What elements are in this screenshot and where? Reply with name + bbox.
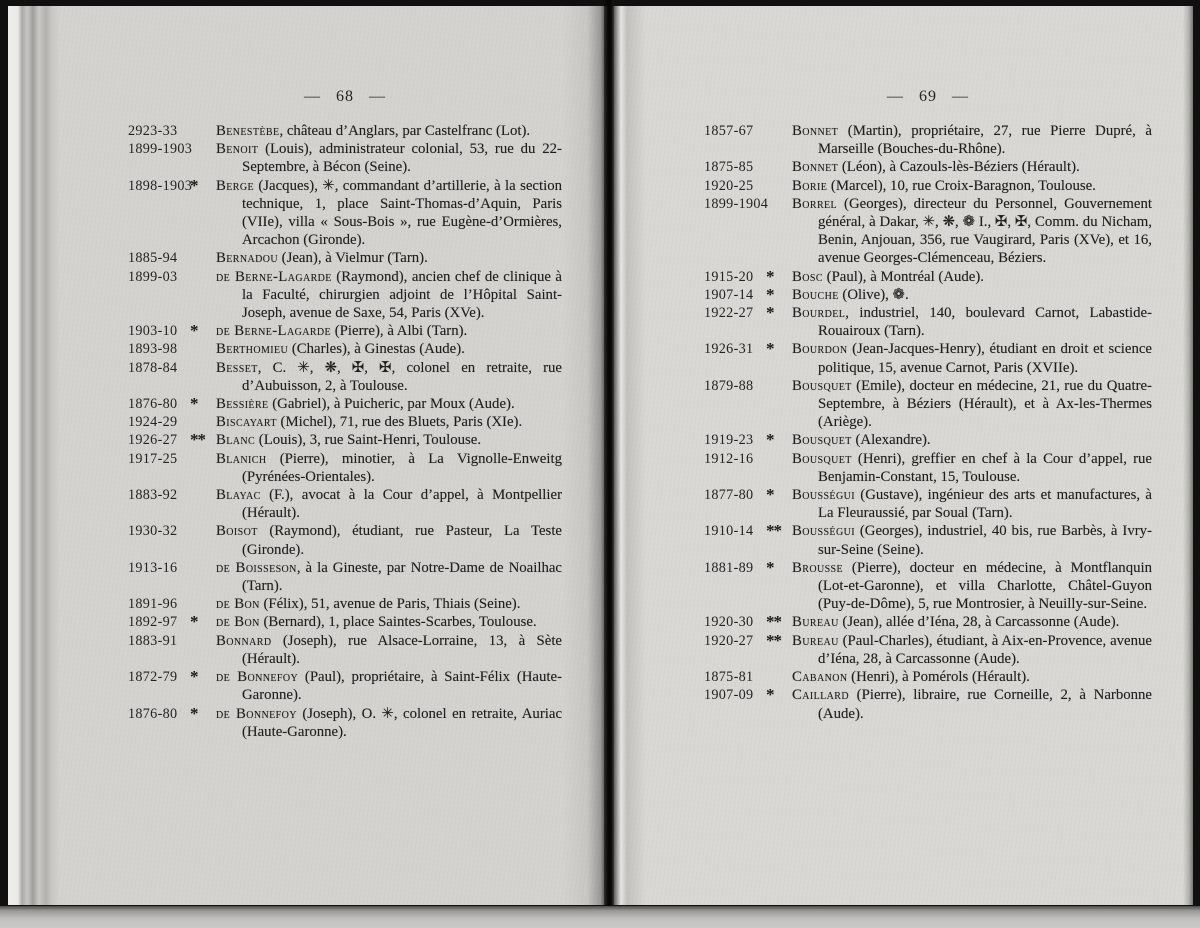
directory-entry: [128, 122, 562, 140]
entry-membership-mark: **: [766, 630, 781, 650]
entry-membership-mark: *: [766, 557, 774, 577]
entry-rest-text: (Henri), greffier en chef à la Cour d’appel, rue Benjamin-Constant, 15, Toulouse.: [818, 450, 1152, 485]
entry-details: [216, 340, 562, 358]
directory-entry: [704, 122, 1152, 158]
entry-rest-text: , à la Gineste, par Notre-Dame de Noailhac (Tarn).: [242, 559, 562, 595]
entry-years: 1885-94: [128, 250, 178, 267]
directory-entry: [704, 668, 1152, 686]
entry-surname: Bernadou: [216, 250, 278, 267]
entry-surname: de Bon: [216, 596, 260, 613]
entry-rest-text: (Pierre), à Albi (Tarn).: [331, 323, 468, 340]
entry-years: 1881-89: [704, 559, 754, 576]
entry-years: 1893-98: [128, 341, 178, 358]
directory-entry: [128, 613, 562, 631]
entry-years: 1919-23: [704, 432, 754, 449]
directory-entry: [704, 686, 1152, 722]
directory-entry: [128, 450, 562, 486]
entry-details: [792, 668, 1152, 686]
entry-surname: Bouche: [792, 286, 839, 303]
entry-details: [216, 249, 562, 267]
entry-membership-mark: *: [766, 685, 774, 705]
entry-rest-text: (Paul), propriétaire, à Saint-Félix (Haute-Garonne).: [242, 669, 562, 704]
page-69: [612, 6, 1193, 905]
directory-entry: [128, 522, 562, 558]
entry-surname: Bousquet: [792, 450, 852, 467]
directory-entries: [128, 122, 562, 741]
entry-surname: Bonnard: [216, 632, 272, 649]
entry-membership-mark: **: [190, 430, 205, 450]
entry-rest-text: (Jean-Jacques-Henry), étudiant en droit et science politique, 15, avenue Carnot, Paris (XVIIe).: [818, 341, 1152, 376]
entry-details: [792, 158, 1152, 176]
directory-entry: [704, 268, 1152, 286]
entry-membership-mark: *: [766, 430, 774, 450]
entry-rest-text: , C. ✳, ❋, ✠, ✠, colonel en retraite, rue d’Aubuisson, 2, à Toulouse.: [242, 359, 562, 394]
entry-surname: Blanc: [216, 432, 256, 449]
entry-years: 1899-1903: [128, 141, 193, 158]
directory-entries: [704, 122, 1152, 723]
directory-entry: [704, 486, 1152, 522]
entry-surname: Bousségui: [792, 523, 855, 540]
entry-years: 1878-84: [128, 359, 178, 376]
entry-details: [792, 195, 1152, 268]
entry-surname: Blanich: [216, 450, 267, 467]
entry-surname: Benoit: [216, 141, 259, 158]
entry-details: [216, 705, 562, 741]
entry-rest-text: (Pierre), docteur en médecine, à Montflanquin (Lot-et-Garonne), et villa Charlotte, Châtel-Guyon (Puy-de-Dôme), 5, rue Montrosier, à Neuilly-sur-Seine.: [818, 559, 1152, 613]
directory-entry: [704, 613, 1152, 631]
entry-years: 1915-20: [704, 268, 754, 285]
entry-years: 1926-27: [128, 432, 178, 449]
entry-surname: Besset: [216, 359, 258, 376]
entry-membership-mark: *: [190, 321, 198, 341]
entry-rest-text: (Paul-Charles), étudiant, à Aix-en-Provence, avenue d’Iéna, 28, à Carcassonne (Aude).: [818, 632, 1152, 667]
entry-details: [792, 632, 1152, 668]
entry-surname: Bessière: [216, 396, 269, 413]
entry-details: [216, 431, 562, 449]
entry-details: [792, 377, 1152, 432]
directory-entry: [128, 322, 562, 340]
entry-membership-mark: *: [190, 394, 198, 414]
entry-years: 1930-32: [128, 523, 178, 540]
directory-entry: [128, 395, 562, 413]
directory-entry: [128, 559, 562, 595]
entry-surname: Borie: [792, 177, 828, 194]
entry-details: [216, 613, 562, 631]
entry-rest-text: (Olive), ❁.: [838, 286, 909, 303]
directory-entry: [128, 340, 562, 358]
entry-surname: Bureau: [792, 614, 839, 631]
entry-years: 1879-88: [704, 377, 754, 394]
entry-years: 1907-09: [704, 687, 754, 704]
directory-entry: [704, 559, 1152, 614]
entry-surname: Bourdon: [792, 341, 848, 358]
entry-membership-mark: **: [766, 612, 781, 632]
entry-rest-text: (Martin), propriétaire, 27, rue Pierre Dupré, à Marseille (Bouches-du-Rhône).: [818, 123, 1152, 158]
entry-years: 1892-97: [128, 614, 178, 631]
entry-details: [216, 450, 562, 486]
directory-entry: [128, 140, 562, 176]
entry-surname: Boisot: [216, 523, 258, 540]
directory-entry: [704, 340, 1152, 376]
entry-rest-text: (Georges), industriel, 40 bis, rue Barbès, à Ivry-sur-Seine (Seine).: [818, 523, 1152, 558]
entry-membership-mark: *: [190, 703, 198, 723]
directory-entry: [128, 595, 562, 613]
entry-rest-text: (Raymond), ancien chef de clinique à la Faculté, chirurgien adjoint de l’Hôpital Saint-Joseph, avenue de Saxe, 54, Paris (XVe).: [242, 268, 562, 322]
entry-surname: Bonnet: [792, 123, 839, 139]
entry-rest-text: (Paul), à Montréal (Aude).: [822, 268, 985, 285]
entry-years: 1907-14: [704, 286, 754, 303]
entry-rest-text: (Louis), administrateur colonial, 53, rue du 22-Septembre, à Bécon (Seine).: [242, 141, 562, 176]
entry-details: [216, 122, 562, 140]
entry-years: 1898-1903: [128, 177, 193, 194]
entry-rest-text: (Charles), à Ginestas (Aude).: [288, 341, 465, 358]
entry-surname: Berge: [216, 177, 254, 194]
page-69-content: [704, 6, 1152, 905]
entry-details: [216, 559, 562, 595]
entry-years: 1913-16: [128, 559, 178, 576]
entry-details: [216, 668, 562, 704]
table-surface: [0, 906, 1200, 928]
entry-rest-text: , industriel, 140, boulevard Carnot, Labastide-Rouairoux (Tarn).: [818, 305, 1152, 340]
directory-entry: [704, 286, 1152, 304]
entry-years: 1883-92: [128, 487, 178, 504]
entry-rest-text: (Raymond), étudiant, rue Pasteur, La Teste (Gironde).: [242, 523, 562, 558]
entry-details: [792, 286, 1152, 304]
entry-membership-mark: *: [190, 667, 198, 687]
entry-details: [216, 595, 562, 613]
entry-years: 1926-31: [704, 341, 754, 358]
entry-details: [216, 177, 562, 250]
entry-years: 1875-81: [704, 669, 754, 686]
entry-details: [792, 340, 1152, 376]
entry-rest-text: (Jacques), ✳, commandant d’artillerie, à la section technique, 1, place Saint-Thomas-d’Aquin, Paris (VIIe), villa « Sous-Bois », rue Eugène-d’Ormières, Arcachon (Gironde).: [242, 177, 562, 249]
directory-entry: [128, 413, 562, 431]
entry-years: 1920-27: [704, 632, 754, 649]
entry-surname: Bousségui: [792, 487, 855, 504]
directory-entry: [704, 158, 1152, 176]
entry-membership-mark: *: [190, 612, 198, 632]
entry-rest-text: (Joseph), rue Alsace-Lorraine, 13, à Sète (Hérault).: [242, 632, 562, 667]
entry-rest-text: (Gustave), ingénieur des arts et manufactures, à La Fleuraussié, par Soual (Tarn).: [818, 487, 1152, 522]
entry-years: 1922-27: [704, 305, 754, 322]
entry-years: 1877-80: [704, 487, 754, 504]
entry-surname: Biscayart: [216, 414, 277, 431]
entry-membership-mark: *: [766, 339, 774, 359]
entry-rest-text: (Bernard), 1, place Saintes-Scarbes, Toulouse.: [259, 614, 537, 631]
directory-entry: [128, 668, 562, 704]
page-number-header: — 69 —: [887, 88, 969, 105]
directory-entry: [704, 632, 1152, 668]
entry-membership-mark: *: [190, 175, 198, 195]
entry-membership-mark: *: [766, 303, 774, 323]
entry-rest-text: (Félix), 51, avenue de Paris, Thiais (Seine).: [259, 596, 521, 613]
entry-rest-text: (Pierre), libraire, rue Corneille, 2, à Narbonne (Aude).: [818, 687, 1152, 722]
entry-details: [792, 431, 1152, 449]
entry-surname: Bourdel: [792, 305, 846, 322]
entry-details: [792, 486, 1152, 522]
entry-rest-text: (Georges), directeur du Personnel, Gouvernement général, à Dakar, ✳, ❋, ❁ I., ✠, ✠, Comm. du Nicham, Benin, Anjouan, 356, rue Vaugirard, Paris (XVe), et 16, avenue Georges-Clémenceau, Béziers.: [818, 195, 1152, 267]
entry-years: 1912-16: [704, 450, 754, 467]
entry-details: [792, 613, 1152, 631]
entry-details: [792, 177, 1152, 195]
entry-years: 1875-85: [704, 159, 754, 176]
entry-details: [216, 395, 562, 413]
entry-surname: Bureau: [792, 632, 839, 649]
directory-entry: [128, 431, 562, 449]
entry-details: [792, 450, 1152, 486]
entry-years: 1910-14: [704, 523, 754, 540]
directory-entry: [128, 177, 562, 250]
entry-years: 1899-03: [128, 268, 178, 285]
entry-years: 1899-1904: [704, 195, 769, 212]
entry-rest-text: (Henri), à Pomérols (Hérault).: [847, 669, 1030, 686]
entry-membership-mark: *: [766, 266, 774, 286]
entry-membership-mark: *: [766, 284, 774, 304]
entry-details: [792, 304, 1152, 340]
entry-surname: Bosc: [792, 268, 823, 285]
entry-years: 1883-91: [128, 632, 178, 649]
entry-years: 1917-25: [128, 450, 178, 467]
directory-entry: [704, 177, 1152, 195]
directory-entry: [704, 431, 1152, 449]
entry-years: 1903-10: [128, 323, 178, 340]
directory-entry: [704, 195, 1152, 268]
entry-years: 1876-80: [128, 705, 178, 722]
entry-rest-text: (Emile), docteur en médecine, 21, rue du Quatre-Septembre, à Béziers (Hérault), et à Ax-les-Thermes (Ariège).: [818, 377, 1152, 431]
entry-surname: Bonnet: [792, 159, 839, 176]
page-number-header: — 68 —: [304, 88, 386, 105]
entry-years: 1920-30: [704, 614, 754, 631]
entry-surname: Borrel: [792, 195, 838, 212]
entry-rest-text: (Alexandre).: [851, 432, 931, 449]
entry-rest-text: (Louis), 3, rue Saint-Henri, Toulouse.: [255, 432, 482, 449]
directory-entry: [704, 304, 1152, 340]
entry-years: 2923-33: [128, 123, 178, 139]
directory-entry: [128, 268, 562, 323]
entry-surname: Bousquet: [792, 432, 852, 449]
entry-details: [216, 522, 562, 558]
entry-years: 1924-29: [128, 414, 178, 431]
entry-details: [792, 559, 1152, 614]
directory-entry: [704, 377, 1152, 432]
entry-details: [792, 268, 1152, 286]
entry-surname: Caillard: [792, 687, 849, 704]
entry-details: [216, 322, 562, 340]
entry-rest-text: (Jean), à Vielmur (Tarn).: [277, 250, 428, 267]
entry-surname: Benestèbe: [216, 123, 280, 139]
entry-rest-text: (F.), avocat à la Cour d’appel, à Montpellier (Hérault).: [242, 487, 562, 522]
entry-details: [216, 486, 562, 522]
page-68: [8, 6, 608, 905]
directory-entry: [704, 450, 1152, 486]
entry-details: [216, 268, 562, 323]
entry-rest-text: , château d’Anglars, par Castelfranc (Lot).: [279, 123, 531, 139]
entry-details: [216, 359, 562, 395]
entry-surname: Bousquet: [792, 377, 852, 394]
directory-entry: [128, 249, 562, 267]
entry-rest-text: (Gabriel), à Puicheric, par Moux (Aude).: [268, 396, 515, 413]
entry-years: 1876-80: [128, 396, 178, 413]
entry-surname: de Boisseson: [216, 559, 297, 576]
entry-rest-text: (Jean), allée d’Iéna, 28, à Carcassonne (Aude).: [838, 614, 1120, 631]
entry-rest-text: (Léon), à Cazouls-lès-Béziers (Hérault).: [838, 159, 1080, 176]
entry-years: 1920-25: [704, 177, 754, 194]
directory-entry: [128, 486, 562, 522]
entry-details: [216, 413, 562, 431]
entry-rest-text: (Pierre), minotier, à La Vignolle-Enweitg (Pyrénées-Orientales).: [242, 450, 562, 485]
entry-details: [792, 686, 1152, 722]
entry-surname: Blayac: [216, 487, 261, 504]
entry-surname: Berthomieu: [216, 341, 289, 358]
entry-details: [216, 632, 562, 668]
entry-surname: de Berne-Lagarde: [216, 268, 332, 285]
book-gutter: [604, 0, 614, 910]
entry-membership-mark: **: [766, 521, 781, 541]
directory-entry: [128, 632, 562, 668]
entry-surname: de Bon: [216, 614, 260, 631]
directory-entry: [704, 522, 1152, 558]
entry-surname: Cabanon: [792, 669, 848, 686]
entry-details: [792, 522, 1152, 558]
entry-rest-text: (Joseph), O. ✳, colonel en retraite, Auriac (Haute-Garonne).: [242, 705, 563, 740]
entry-rest-text: (Michel), 71, rue des Bluets, Paris (XIe).: [276, 414, 523, 431]
entry-rest-text: (Marcel), 10, rue Croix-Baragnon, Toulouse.: [827, 177, 1096, 194]
entry-years: 1891-96: [128, 596, 178, 613]
entry-details: [216, 140, 562, 176]
entry-years: 1872-79: [128, 669, 178, 686]
entry-surname: Brousse: [792, 559, 844, 576]
entry-membership-mark: *: [766, 485, 774, 505]
page-68-content: [128, 6, 562, 905]
directory-entry: [128, 705, 562, 741]
entry-surname: de Bonnefoy: [216, 669, 299, 686]
entry-years: 1857-67: [704, 123, 754, 139]
entry-details: [792, 122, 1152, 158]
directory-entry: [128, 359, 562, 395]
entry-surname: de Bonnefoy: [216, 705, 297, 722]
entry-surname: de Berne-Lagarde: [216, 323, 332, 340]
